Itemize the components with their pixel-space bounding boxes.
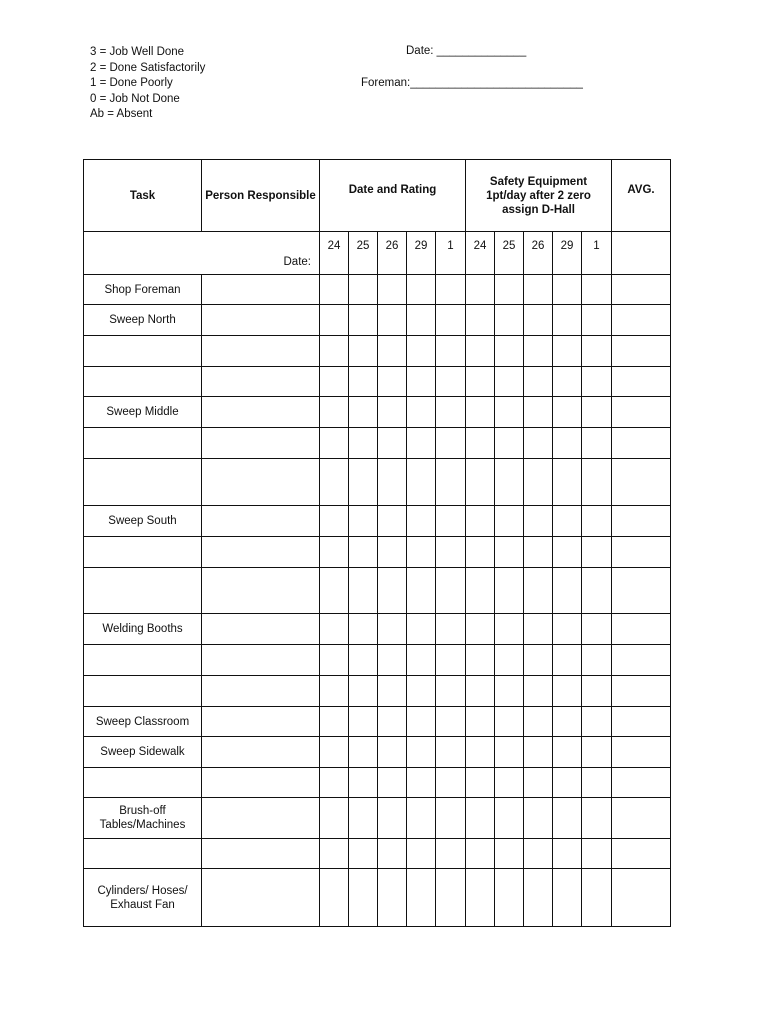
rating-date: 25: [349, 232, 378, 275]
task-name-cell: Sweep South: [84, 506, 202, 537]
safety-cell: [495, 275, 524, 305]
rating-cell: [349, 305, 378, 336]
person-cell: [202, 707, 320, 737]
safety-cell: [466, 798, 495, 839]
task-name-cell: [84, 336, 202, 367]
safety-cell: [466, 737, 495, 768]
rating-cell: [320, 336, 349, 367]
rating-cell: [436, 275, 466, 305]
safety-cell: [553, 676, 582, 707]
person-cell: [202, 839, 320, 869]
rating-cell: [407, 397, 436, 428]
rating-cell: [407, 614, 436, 645]
task-row: [84, 506, 671, 537]
legend-item: 0 = Job Not Done: [90, 92, 180, 105]
safety-cell: [495, 737, 524, 768]
safety-cell: [582, 336, 612, 367]
rating-cell: [349, 506, 378, 537]
safety-cell: [524, 336, 553, 367]
safety-cell: [553, 459, 582, 506]
avg-cell: [612, 839, 671, 869]
rating-cell: [407, 768, 436, 798]
rating-cell: [320, 707, 349, 737]
rating-cell: [436, 459, 466, 506]
task-name-cell: [84, 839, 202, 869]
rating-cell: [378, 768, 407, 798]
safety-cell: [582, 397, 612, 428]
rating-cell: [436, 506, 466, 537]
safety-cell: [524, 798, 553, 839]
task-name-cell: Sweep North: [84, 305, 202, 336]
task-row: [84, 798, 671, 839]
avg-header: AVG.: [612, 160, 671, 232]
safety-cell: [524, 645, 553, 676]
rating-cell: [436, 568, 466, 614]
rating-cell: [349, 397, 378, 428]
rating-cell: [436, 869, 466, 927]
safety-cell: [524, 367, 553, 397]
safety-cell: [553, 614, 582, 645]
safety-cell: [466, 645, 495, 676]
rating-cell: [436, 798, 466, 839]
avg-cell: [612, 568, 671, 614]
rating-cell: [320, 737, 349, 768]
safety-cell: [495, 305, 524, 336]
task-row: [84, 707, 671, 737]
rating-cell: [320, 428, 349, 459]
rating-cell: [349, 707, 378, 737]
rating-cell: [436, 397, 466, 428]
person-cell: [202, 537, 320, 568]
avg-cell: [612, 428, 671, 459]
rating-cell: [407, 336, 436, 367]
avg-cell: [612, 537, 671, 568]
task-row: [84, 645, 671, 676]
rating-cell: [349, 614, 378, 645]
safety-cell: [553, 645, 582, 676]
task-row: [84, 768, 671, 798]
rating-cell: [407, 428, 436, 459]
safety-cell: [495, 839, 524, 869]
safety-cell: [495, 869, 524, 927]
safety-cell: [582, 676, 612, 707]
safety-cell: [524, 614, 553, 645]
rating-date: 24: [320, 232, 349, 275]
safety-cell: [524, 506, 553, 537]
task-name-cell: Cylinders/ Hoses/ Exhaust Fan: [84, 869, 202, 927]
safety-cell: [524, 839, 553, 869]
rating-date: 26: [378, 232, 407, 275]
rating-cell: [436, 336, 466, 367]
task-name-cell: Brush-off Tables/Machines: [84, 798, 202, 839]
safety-date: 1: [582, 232, 612, 275]
safety-cell: [553, 768, 582, 798]
rating-cell: [349, 645, 378, 676]
safety-cell: [553, 506, 582, 537]
safety-cell: [524, 428, 553, 459]
task-name-cell: [84, 459, 202, 506]
avg-cell: [612, 676, 671, 707]
safety-cell: [524, 275, 553, 305]
rating-cell: [320, 537, 349, 568]
task-row: [84, 839, 671, 869]
rating-cell: [378, 737, 407, 768]
rating-cell: [436, 707, 466, 737]
person-cell: [202, 275, 320, 305]
safety-cell: [524, 768, 553, 798]
task-name-cell: Sweep Sidewalk: [84, 737, 202, 768]
rating-cell: [407, 869, 436, 927]
safety-cell: [582, 428, 612, 459]
safety-cell: [466, 336, 495, 367]
safety-cell: [582, 537, 612, 568]
rating-cell: [378, 275, 407, 305]
safety-cell: [582, 275, 612, 305]
safety-cell: [495, 645, 524, 676]
rating-cell: [378, 397, 407, 428]
rating-cell: [320, 768, 349, 798]
rating-cell: [320, 614, 349, 645]
safety-cell: [466, 537, 495, 568]
task-row: [84, 614, 671, 645]
rating-cell: [407, 645, 436, 676]
rating-cell: [320, 645, 349, 676]
safety-cell: [553, 537, 582, 568]
safety-date: 25: [495, 232, 524, 275]
safety-cell: [582, 839, 612, 869]
safety-cell: [466, 839, 495, 869]
rating-date: 29: [407, 232, 436, 275]
safety-date: 29: [553, 232, 582, 275]
task-row: [84, 568, 671, 614]
task-name-cell: Sweep Middle: [84, 397, 202, 428]
rating-cell: [320, 305, 349, 336]
safety-date: 26: [524, 232, 553, 275]
rating-cell: [436, 768, 466, 798]
rating-cell: [320, 459, 349, 506]
safety-cell: [553, 367, 582, 397]
safety-cell: [466, 459, 495, 506]
person-cell: [202, 336, 320, 367]
safety-cell: [466, 428, 495, 459]
rating-cell: [436, 305, 466, 336]
task-row: [84, 737, 671, 768]
safety-cell: [553, 839, 582, 869]
safety-cell: [582, 506, 612, 537]
safety-cell: [582, 768, 612, 798]
safety-cell: [582, 614, 612, 645]
rating-cell: [320, 869, 349, 927]
person-cell: [202, 459, 320, 506]
rating-cell: [407, 676, 436, 707]
task-header: Task: [84, 160, 202, 232]
rating-cell: [436, 428, 466, 459]
task-name-cell: [84, 768, 202, 798]
rating-cell: [349, 275, 378, 305]
task-name-cell: Shop Foreman: [84, 275, 202, 305]
rating-cell: [349, 676, 378, 707]
rating-cell: [349, 537, 378, 568]
avg-cell: [612, 459, 671, 506]
safety-cell: [553, 275, 582, 305]
safety-cell: [466, 614, 495, 645]
date-field: Date: ______________: [406, 45, 527, 57]
rating-cell: [349, 568, 378, 614]
safety-cell: [495, 397, 524, 428]
task-name-cell: [84, 537, 202, 568]
task-name-cell: [84, 676, 202, 707]
safety-cell: [466, 506, 495, 537]
safety-cell: [495, 367, 524, 397]
safety-cell: [495, 537, 524, 568]
rating-cell: [407, 537, 436, 568]
safety-cell: [553, 869, 582, 927]
safety-cell: [466, 275, 495, 305]
safety-cell: [495, 336, 524, 367]
rating-cell: [378, 645, 407, 676]
person-header: Person Responsible: [202, 160, 320, 232]
avg-cell: [612, 397, 671, 428]
safety-cell: [582, 367, 612, 397]
safety-cell: [582, 737, 612, 768]
safety-cell: [582, 459, 612, 506]
safety-cell: [495, 707, 524, 737]
rating-cell: [436, 737, 466, 768]
avg-cell: [612, 305, 671, 336]
rating-cell: [378, 614, 407, 645]
rating-cell: [407, 798, 436, 839]
rating-cell: [378, 869, 407, 927]
rating-cell: [349, 869, 378, 927]
rating-date: 1: [436, 232, 466, 275]
legend-item: 3 = Job Well Done: [90, 46, 185, 58]
person-cell: [202, 737, 320, 768]
rating-cell: [407, 568, 436, 614]
rating-cell: [349, 367, 378, 397]
avg-cell: [612, 367, 671, 397]
safety-cell: [553, 336, 582, 367]
safety-cell: [582, 798, 612, 839]
safety-cell: [553, 305, 582, 336]
person-cell: [202, 869, 320, 927]
rating-cell: [378, 367, 407, 397]
rating-cell: [378, 707, 407, 737]
rating-legend: [90, 45, 205, 123]
safety-cell: [466, 367, 495, 397]
task-row: [84, 537, 671, 568]
safety-cell: [495, 798, 524, 839]
avg-cell: [612, 275, 671, 305]
rating-cell: [378, 568, 407, 614]
safety-cell: [582, 869, 612, 927]
rating-cell: [349, 839, 378, 869]
safety-cell: [524, 707, 553, 737]
rating-cell: [407, 305, 436, 336]
safety-cell: [466, 305, 495, 336]
task-row: [84, 367, 671, 397]
task-name-cell: [84, 568, 202, 614]
avg-cell: [612, 768, 671, 798]
avg-cell: [612, 614, 671, 645]
rating-cell: [320, 568, 349, 614]
rating-cell: [349, 768, 378, 798]
rating-cell: [320, 397, 349, 428]
safety-cell: [553, 397, 582, 428]
safety-cell: [524, 305, 553, 336]
avg-cell: [612, 869, 671, 927]
safety-cell: [553, 707, 582, 737]
rating-cell: [378, 537, 407, 568]
task-row: [84, 869, 671, 927]
safety-cell: [524, 568, 553, 614]
rating-cell: [378, 428, 407, 459]
rating-cell: [436, 645, 466, 676]
person-cell: [202, 397, 320, 428]
person-cell: [202, 506, 320, 537]
rating-cell: [436, 367, 466, 397]
legend-item: 1 = Done Poorly: [90, 77, 173, 89]
rating-cell: [407, 707, 436, 737]
avg-cell: [612, 232, 671, 275]
person-cell: [202, 568, 320, 614]
rating-cell: [436, 839, 466, 869]
rating-cell: [349, 428, 378, 459]
rating-cell: [378, 459, 407, 506]
person-cell: [202, 614, 320, 645]
rating-cell: [378, 305, 407, 336]
safety-cell: [466, 707, 495, 737]
safety-cell: [582, 707, 612, 737]
rating-cell: [407, 367, 436, 397]
safety-cell: [466, 768, 495, 798]
rating-cell: [407, 275, 436, 305]
avg-cell: [612, 737, 671, 768]
safety-cell: [524, 869, 553, 927]
date-row-label: Date:: [84, 232, 320, 275]
rating-cell: [320, 367, 349, 397]
rating-cell: [320, 676, 349, 707]
task-name-cell: [84, 367, 202, 397]
task-row: [84, 428, 671, 459]
safety-cell: [553, 568, 582, 614]
legend-item: 2 = Done Satisfactorily: [90, 61, 206, 74]
task-name-cell: [84, 428, 202, 459]
safety-cell: [495, 768, 524, 798]
rating-cell: [349, 336, 378, 367]
safety-cell: [582, 305, 612, 336]
rating-cell: [349, 798, 378, 839]
rating-cell: [349, 737, 378, 768]
safety-cell: [524, 676, 553, 707]
task-row: [84, 397, 671, 428]
task-row: [84, 676, 671, 707]
safety-cell: [582, 645, 612, 676]
rating-cell: [320, 839, 349, 869]
task-row: [84, 305, 671, 336]
safety-cell: [495, 676, 524, 707]
safety-cell: [553, 428, 582, 459]
rating-cell: [436, 614, 466, 645]
safety-header: Safety Equipment 1pt/day after 2 zero assign D-Hall: [466, 160, 612, 232]
rating-cell: [378, 506, 407, 537]
rating-cell: [378, 798, 407, 839]
person-cell: [202, 645, 320, 676]
safety-cell: [466, 869, 495, 927]
safety-cell: [466, 676, 495, 707]
rating-cell: [378, 336, 407, 367]
safety-cell: [495, 568, 524, 614]
safety-cell: [466, 568, 495, 614]
date-rating-header: Date and Rating: [320, 160, 466, 232]
rating-cell: [407, 506, 436, 537]
date-row: [84, 232, 671, 275]
person-cell: [202, 428, 320, 459]
rating-cell: [407, 459, 436, 506]
task-name-cell: Welding Booths: [84, 614, 202, 645]
safety-cell: [582, 568, 612, 614]
safety-cell: [524, 397, 553, 428]
avg-cell: [612, 798, 671, 839]
avg-cell: [612, 707, 671, 737]
foreman-field: Foreman:___________________________: [361, 77, 583, 89]
avg-cell: [612, 645, 671, 676]
safety-cell: [553, 737, 582, 768]
safety-cell: [553, 798, 582, 839]
safety-cell: [524, 537, 553, 568]
avg-cell: [612, 336, 671, 367]
safety-cell: [495, 428, 524, 459]
person-cell: [202, 768, 320, 798]
rating-cell: [378, 839, 407, 869]
avg-cell: [612, 506, 671, 537]
rating-cell: [349, 459, 378, 506]
rating-cell: [436, 676, 466, 707]
task-name-cell: [84, 645, 202, 676]
safety-date: 24: [466, 232, 495, 275]
task-row: [84, 275, 671, 305]
person-cell: [202, 798, 320, 839]
rating-cell: [320, 798, 349, 839]
safety-cell: [495, 614, 524, 645]
task-row: [84, 336, 671, 367]
safety-cell: [524, 459, 553, 506]
rating-cell: [320, 275, 349, 305]
person-cell: [202, 305, 320, 336]
safety-cell: [495, 506, 524, 537]
safety-cell: [524, 737, 553, 768]
legend-item: Ab = Absent: [90, 108, 153, 120]
rating-cell: [436, 537, 466, 568]
task-rating-table: [83, 159, 671, 927]
task-name-cell: Sweep Classroom: [84, 707, 202, 737]
rating-cell: [407, 737, 436, 768]
rating-cell: [378, 676, 407, 707]
safety-cell: [466, 397, 495, 428]
person-cell: [202, 676, 320, 707]
rating-cell: [407, 839, 436, 869]
person-cell: [202, 367, 320, 397]
safety-cell: [495, 459, 524, 506]
rating-cell: [320, 506, 349, 537]
task-row: [84, 459, 671, 506]
